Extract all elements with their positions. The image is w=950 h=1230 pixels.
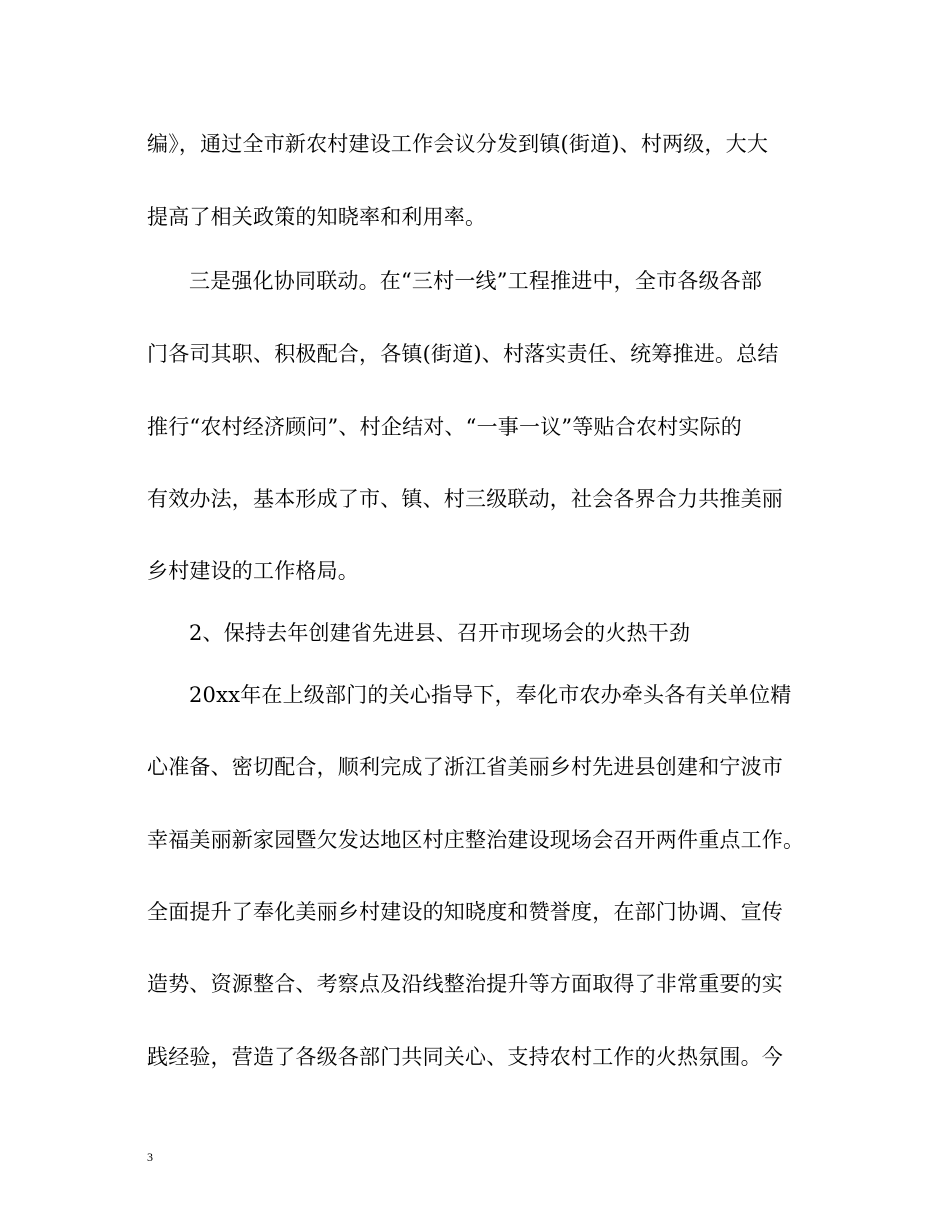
text-line: 门各司其职、积极配合，各镇(街道)、村落实责任、统筹推进。总结: [147, 342, 779, 366]
page-number: 3: [147, 1150, 153, 1164]
text-line: 造势、资源整合、考察点及沿线整治提升等方面取得了非常重要的实: [147, 972, 783, 996]
section-heading: 2、保持去年创建省先进县、召开市现场会的火热干劲: [189, 621, 691, 645]
text-line: 编》，通过全市新农村建设工作会议分发到镇(街道)、村两级，大大: [147, 132, 769, 156]
text-line: 提高了相关政策的知晓率和利用率。: [147, 205, 487, 229]
text-line: 有效办法，基本形成了市、镇、村三级联动，社会各界合力共推美丽: [147, 487, 783, 511]
text-line: 全面提升了奉化美丽乡村建设的知晓度和赞誉度，在部门协调、宣传: [147, 900, 783, 924]
text-line: 推行“农村经济顾问”、村企结对、“一事一议”等贴合农村实际的: [147, 415, 742, 439]
text-line: 乡村建设的工作格局。: [147, 559, 359, 583]
text-line: 幸福美丽新家园暨欠发达地区村庄整治建设现场会召开两件重点工作。: [147, 828, 805, 852]
text-line: 心准备、密切配合，顺利完成了浙江省美丽乡村先进县创建和宁波市: [147, 755, 783, 779]
paragraph-start-line: 三是强化协同联动。在“三村一线”工程推进中，全市各级各部: [189, 269, 763, 293]
text-line: 践经验，营造了各级各部门共同关心、支持农村工作的火热氛围。今: [147, 1045, 783, 1069]
paragraph-start-line: 20xx年在上级部门的关心指导下，奉化市农办牵头各有关单位精: [189, 683, 792, 707]
